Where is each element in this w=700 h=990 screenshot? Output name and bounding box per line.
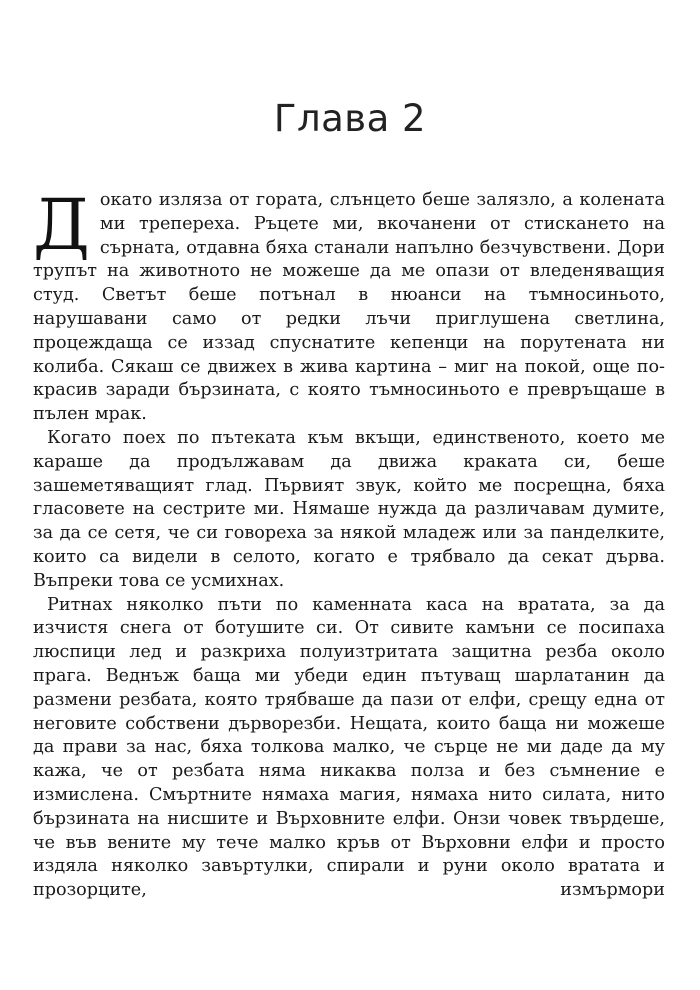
chapter-body (33, 184, 665, 903)
chapter-title: Глава 2 (273, 97, 427, 140)
drop-cap: Д (33, 184, 90, 266)
paragraph-2 (33, 427, 665, 594)
paragraph-1 (33, 184, 665, 427)
paragraph-3-text: Ритнах няколко пъти по каменната каса на вратата, за да изчистя снега от ботушите си. От сивите камъни се посипаха люспици лед и разкриха полуизтритата защитна резба около прага. Веднъж баща ми убеди един пътуващ шарлатанин да размени резбата, която трябваше да пази от елфи, срещу една от неговите собствени дърворезби. Нещата, които баща ни можеше да прави за нас, бяха толкова малко, че сърце не ми даде да му кажа, че от резбата няма никаква полза и без съмнение е измислена. Смъртните нямаха магия, нямаха нито силата, нито бързината на нисшите и Върховните елфи. Онзи човек твърдеше, че във вените му тече малко кръв от Върховни елфи и просто издяла няколко завъртулки, спирали и руни около вратата и прозорците, измърмори (33, 594, 665, 901)
paragraph-1-text: окато изляза от гората, слънцето беше залязло, а колената ми трепереха. Ръцете ми, вкочанени от стискането на сърната, отдавна бяха станали напълно безчувствени. Дори трупът на животното не можеше да ме опази от вледеняващия студ. Светът беше потънал в нюанси на тъмносиньото, нарушавани само от редки лъчи приглушена светлина, процеждаща се иззад спуснатите кепенци на порутената ни колиба. Сякаш се движех в жива картина – миг на покой, още по-красив заради бързината, с която тъмносиньото е превръщаше в пълен мрак. (33, 190, 665, 425)
paragraph-3 (33, 594, 665, 903)
paragraph-2-text: Когато поех по пътеката към вкъщи, единственото, което ме караше да продължавам да движа краката си, беше зашеметяващият глад. Първият звук, който ме посрещна, бяха гласовете на сестрите ми. Нямаше нужда да различавам думите, за да се сетя, че си говореха за някой младеж или за панделките, които са видели в селото, когато е трябвало да секат дърва. Въпреки това се усмихнах. (33, 427, 665, 591)
